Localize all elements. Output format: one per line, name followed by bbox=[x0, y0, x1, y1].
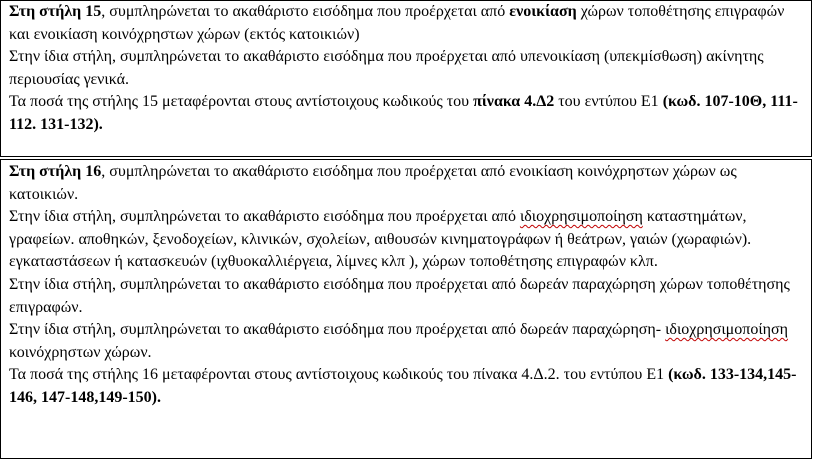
paragraph-sublease: Στην ίδια στήλη, συμπληρώνεται το ακαθάριστο εισόδημα που προέρχεται από υπενοικίαση (υπεκμίσθωση) ακίνητης περιουσίας γενικά. bbox=[9, 48, 764, 88]
text-run: Στην ίδια στήλη, συμπληρώνεται το ακαθάριστο εισόδημα που προέρχεται από δωρεάν παραχώρηση- bbox=[9, 321, 666, 339]
text-run: καταστημάτων, γραφείων. αποθηκών, ξενοδοχείων, κλινικών, σχολείων, αιθουσών κινηματογράφων ή θεάτρων, γαιών (χωραφιών). εγκαταστάσεων ή κατασκευών (ιχθυοκαλλιέργεια, λίμνες κλπ ), χώρων τοποθέτησης επιγραφών κλπ. bbox=[9, 208, 752, 271]
table-cell-column-15 bbox=[0, 0, 812, 157]
text-run: χώρων τοποθέτησης επιγραφών και ενοικίαση κοινόχρηστων χώρων (εκτός κατοικιών) bbox=[9, 3, 785, 43]
table-cell-column-16 bbox=[0, 159, 812, 459]
text-run: Στην ίδια στήλη, συμπληρώνεται το ακαθάριστο εισόδημα που προέρχεται από bbox=[9, 208, 520, 226]
text-run: Τα ποσά της στήλης 16 μεταφέρονται στους αντίστοιχους κωδικούς του πίνακα 4.Δ.2. του εντύπου Ε1 bbox=[9, 366, 669, 384]
text-run: Τα ποσά της στήλης 15 μεταφέρονται στους αντίστοιχους κωδικούς του bbox=[9, 93, 474, 111]
bold-table-ref: πίνακα 4.Δ2 bbox=[473, 93, 555, 111]
bold-label-column-15: Στη στήλη 15 bbox=[9, 3, 102, 20]
paragraph-column-15-transfer bbox=[1, 91, 811, 136]
text-run: , συμπληρώνεται το ακαθάριστο εισόδημα που προέρχεται από bbox=[101, 3, 510, 20]
bold-term-rental: ενοικίαση bbox=[509, 3, 577, 20]
spellcheck-word: ιδιοχρησιμοποίηση bbox=[519, 208, 643, 226]
paragraph-self-use bbox=[1, 206, 811, 274]
paragraph-column-16-intro bbox=[1, 160, 811, 206]
paragraph-column-15-intro bbox=[1, 1, 811, 46]
text-run: , συμπληρώνεται το ακαθάριστο εισόδημα που προέρχεται από ενοικίαση κοινόχρηστων χώρων ως κατοικιών. bbox=[9, 163, 737, 203]
bold-codes-column-16: (κωδ. 133-134,145-146, 147-148,149-150). bbox=[9, 366, 797, 406]
paragraph-column-16-transfer bbox=[1, 364, 811, 409]
bold-codes-column-15: (κωδ. 107-10Θ, 111-112. 131-132). bbox=[9, 93, 798, 133]
paragraph-free-concession-signs: Στην ίδια στήλη, συμπληρώνεται το ακαθάριστο εισόδημα που προέρχεται από δωρεάν παραχώρηση χώρων τοποθέτησης επιγραφών. bbox=[9, 275, 790, 316]
text-run: κοινόχρηστων χώρων. bbox=[9, 343, 152, 361]
text-run: του εντύπου Ε1 bbox=[554, 93, 663, 111]
bold-label-column-16: Στη στήλη 16 bbox=[9, 163, 102, 180]
paragraph-free-concession-common bbox=[1, 319, 811, 364]
spellcheck-word: ιδιοχρησιμοποίηση bbox=[665, 321, 788, 339]
